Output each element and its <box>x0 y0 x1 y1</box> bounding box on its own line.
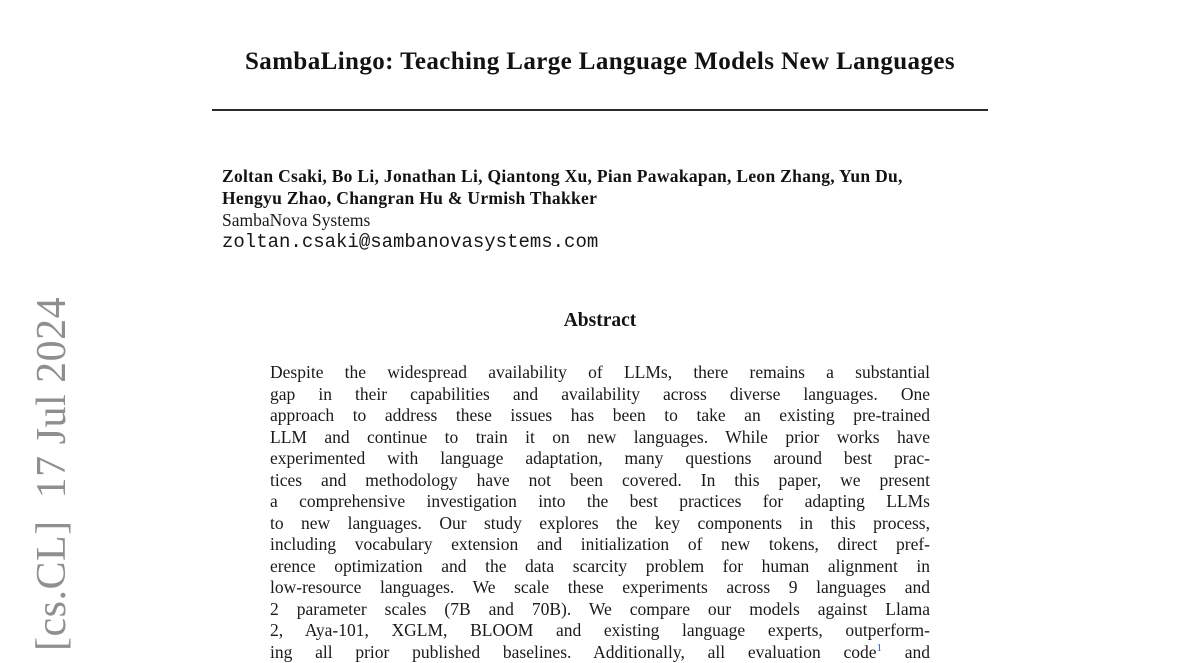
footnote-ref-1[interactable]: 1 <box>876 642 882 654</box>
abstract-line: gap in their capabilities and availability across diverse languages. One <box>270 384 930 406</box>
abstract-partial-pre: ing all prior published baselines. Additionally, all evaluation code <box>270 642 876 662</box>
abstract-line: experimented with language adaptation, many questions around best prac- <box>270 448 930 470</box>
abstract-line: erence optimization and the data scarcity problem for human alignment in <box>270 556 930 578</box>
abstract-partial-post: and <box>882 642 930 662</box>
abstract-line: low-resource languages. We scale these experiments across 9 languages and <box>270 577 930 599</box>
paper-title: SambaLingo: Teaching Large Language Models New Languages <box>212 48 988 76</box>
abstract-line: 2, Aya-101, XGLM, BLOOM and existing language experts, outperform- <box>270 620 930 642</box>
abstract-lines <box>270 362 930 642</box>
author-block <box>222 165 992 253</box>
abstract-line: including vocabulary extension and initialization of new tokens, direct pref- <box>270 534 930 556</box>
abstract-line: approach to address these issues has been to take an existing pre-trained <box>270 405 930 427</box>
author-names-line-2: Hengyu Zhao, Changran Hu & Urmish Thakker <box>222 187 992 209</box>
abstract-line: a comprehensive investigation into the best practices for adapting LLMs <box>270 491 930 513</box>
title-rule <box>212 109 988 111</box>
arxiv-watermark: [cs.CL] 17 Jul 2024 <box>28 297 76 651</box>
abstract-line: tices and methodology have not been covered. In this paper, we present <box>270 470 930 492</box>
abstract-line-partial <box>270 642 930 663</box>
abstract-heading: Abstract <box>212 310 988 332</box>
abstract-line: LLM and continue to train it on new languages. While prior works have <box>270 427 930 449</box>
abstract-line: to new languages. Our study explores the key components in this process, <box>270 513 930 535</box>
abstract-text <box>270 362 930 663</box>
affiliation: SambaNova Systems <box>222 209 992 231</box>
abstract-line: Despite the widespread availability of LLMs, there remains a substantial <box>270 362 930 384</box>
author-names-line-1: Zoltan Csaki, Bo Li, Jonathan Li, Qiantong Xu, Pian Pawakapan, Leon Zhang, Yun Du, <box>222 165 992 187</box>
contact-email[interactable]: zoltan.csaki@sambanovasystems.com <box>222 231 992 253</box>
abstract-line: 2 parameter scales (7B and 70B). We compare our models against Llama <box>270 599 930 621</box>
